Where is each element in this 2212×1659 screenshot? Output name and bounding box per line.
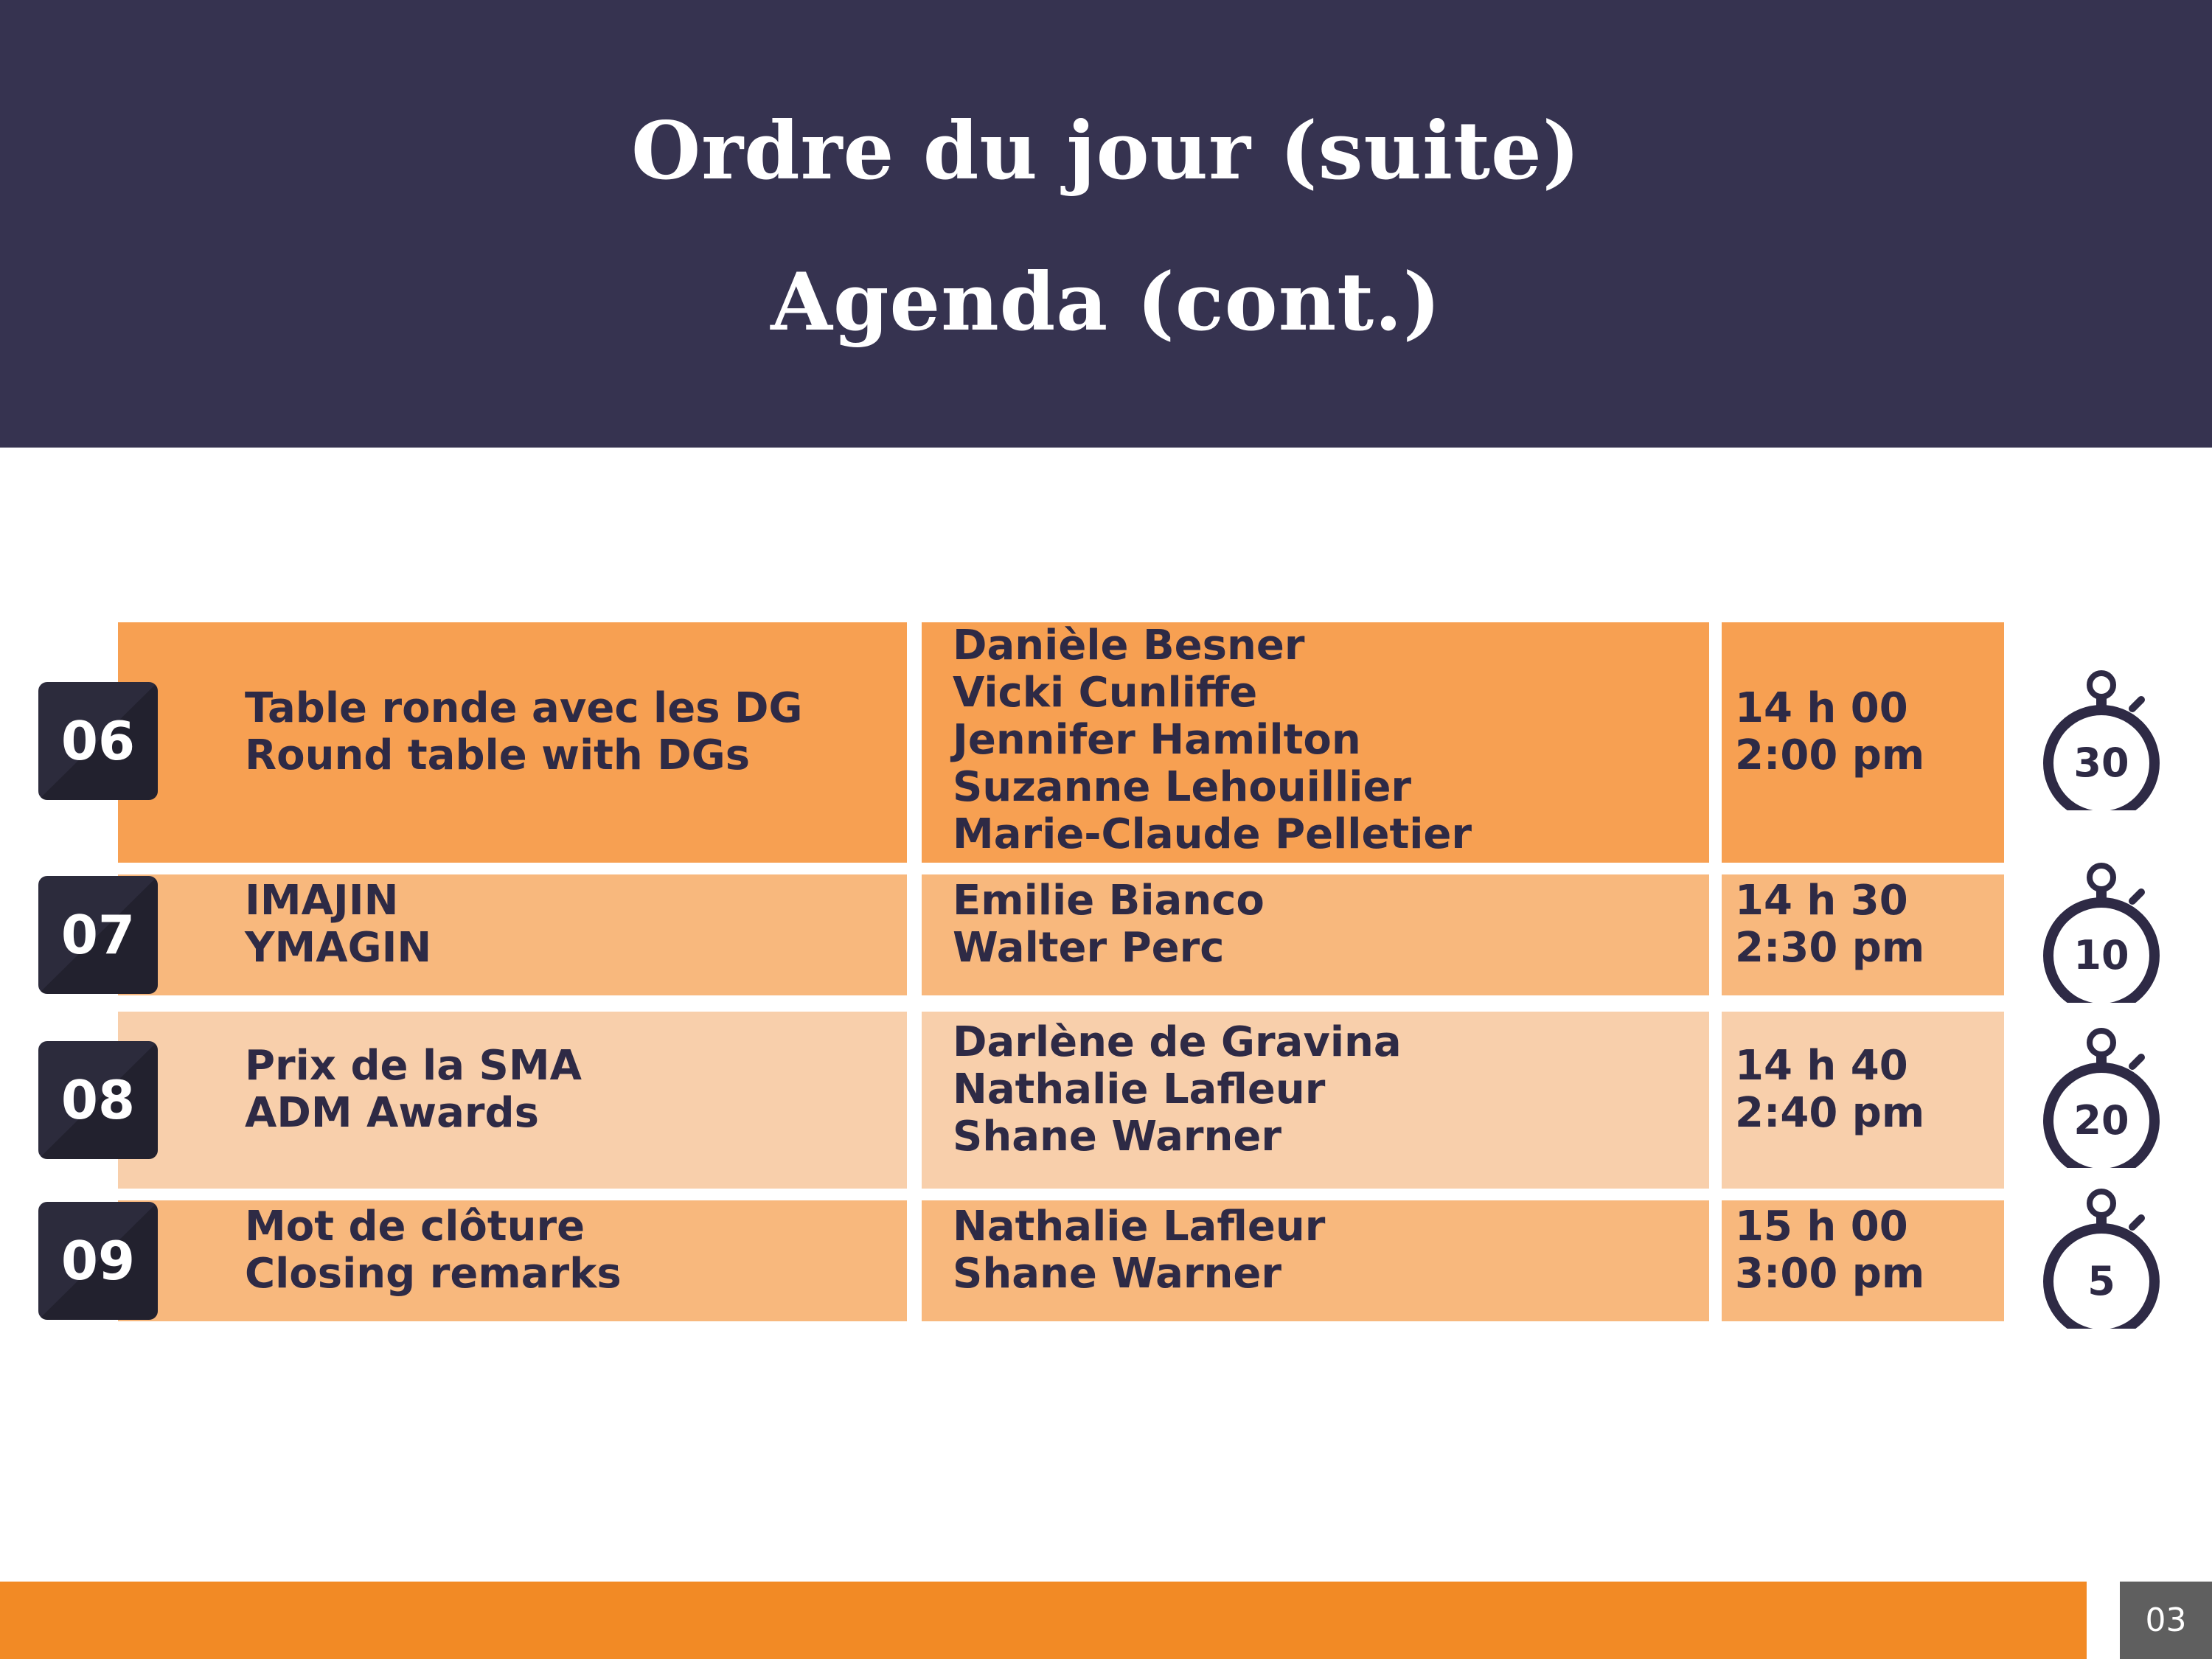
- agenda-speakers: [922, 1012, 1709, 1189]
- agenda-time: [1722, 1012, 2004, 1189]
- agenda-time-line: 2:30 pm: [1735, 924, 1925, 972]
- agenda-time-line: 2:40 pm: [1735, 1089, 1925, 1137]
- agenda-speakers-line: Shane Warner: [953, 1250, 1281, 1298]
- agenda-time: [1722, 1200, 2004, 1321]
- agenda-topic-line: IMAJIN: [245, 877, 399, 925]
- stopwatch-icon: [2035, 663, 2168, 810]
- agenda-speakers-line: Nathalie Lafleur: [953, 1203, 1326, 1251]
- agenda-topic-line: Round table with DGs: [245, 731, 751, 779]
- agenda-speakers: [922, 622, 1709, 863]
- agenda-speakers-line: Marie-Claude Pelletier: [953, 810, 1472, 858]
- agenda-topic-line: Table ronde avec les DG: [245, 684, 803, 732]
- duration-minutes: 5: [2087, 1258, 2115, 1304]
- agenda-time: [1722, 622, 2004, 863]
- stopwatch-icon: [2035, 855, 2168, 1003]
- agenda-time: [1722, 874, 2004, 995]
- agenda-time-line: 14 h 00: [1735, 684, 1908, 732]
- agenda-speakers-line: Suzanne Lehouillier: [953, 763, 1412, 811]
- agenda-topic-line: YMAGIN: [245, 924, 432, 972]
- agenda-topic: [118, 1200, 907, 1321]
- item-number: 06: [60, 710, 136, 772]
- item-number-badge: [38, 876, 158, 994]
- agenda-speakers-line: Darlène de Gravina: [953, 1018, 1402, 1066]
- agenda-speakers: [922, 1200, 1709, 1321]
- agenda-topic-line: ADM Awards: [245, 1089, 539, 1137]
- footer-bar: [0, 1582, 2087, 1659]
- agenda-speakers: [922, 874, 1709, 995]
- agenda-topic-line: Closing remarks: [245, 1250, 622, 1298]
- agenda-time-line: 2:00 pm: [1735, 731, 1925, 779]
- agenda-topic-line: Mot de clôture: [245, 1203, 585, 1251]
- agenda-time-line: 14 h 30: [1735, 877, 1908, 925]
- item-number: 07: [60, 904, 136, 966]
- title-french: Ordre du jour (suite): [631, 105, 1581, 198]
- stopwatch-icon: [2035, 1181, 2168, 1329]
- item-number-badge: [38, 1202, 158, 1320]
- item-number-badge: [38, 1041, 158, 1159]
- page-number: 03: [2120, 1582, 2212, 1659]
- duration-minutes: 30: [2073, 740, 2129, 786]
- item-number-badge: [38, 682, 158, 800]
- agenda-time-line: 3:00 pm: [1735, 1250, 1925, 1298]
- agenda-speakers-line: Danièle Besner: [953, 622, 1305, 669]
- item-number: 09: [60, 1230, 136, 1292]
- agenda-topic: [118, 622, 907, 863]
- duration-minutes: 20: [2073, 1097, 2129, 1144]
- agenda-time-line: 14 h 40: [1735, 1042, 1908, 1090]
- agenda-speakers-line: Emilie Bianco: [953, 877, 1265, 925]
- agenda-topic: [118, 1012, 907, 1189]
- agenda-speakers-line: Jennifer Hamilton: [953, 716, 1361, 764]
- agenda-speakers-line: Shane Warner: [953, 1113, 1281, 1161]
- agenda-topic: [118, 874, 907, 995]
- agenda-speakers-line: Walter Perc: [953, 924, 1225, 972]
- item-number: 08: [60, 1069, 136, 1131]
- agenda-speakers-line: Vicki Cunliffe: [953, 669, 1258, 717]
- duration-minutes: 10: [2073, 932, 2129, 978]
- agenda-time-line: 15 h 00: [1735, 1203, 1908, 1251]
- agenda-topic-line: Prix de la SMA: [245, 1042, 582, 1090]
- title-english: Agenda (cont.): [771, 256, 1441, 349]
- agenda-speakers-line: Nathalie Lafleur: [953, 1065, 1326, 1113]
- stopwatch-icon: [2035, 1020, 2168, 1168]
- title-header: [0, 0, 2212, 448]
